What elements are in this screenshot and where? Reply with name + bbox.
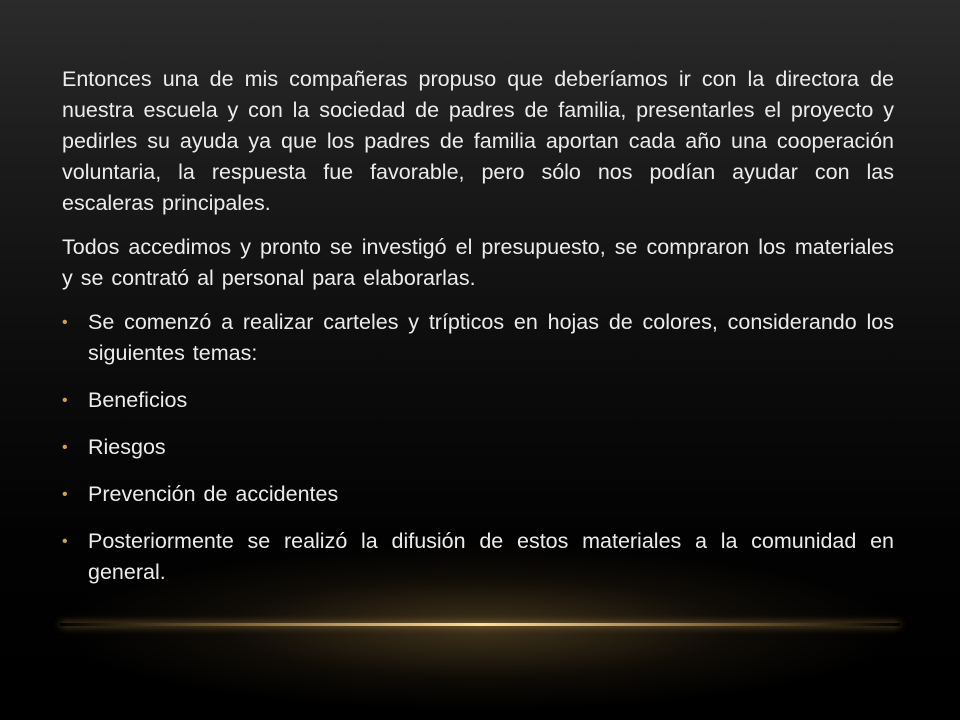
bullet-dot-icon: • [62,439,68,456]
bullet-dot-icon: • [62,314,68,331]
bullet-item-beneficios [62,385,894,416]
glow-line-decoration [60,623,900,626]
paragraph-intro: Entonces una de mis compañeras propuso que deberíamos ir con la directora de nuestra escuela y con la sociedad de padres de familia, presentarles el proyecto y pedirles su ayuda ya que los padres de familia aportan cada año una cooperación voluntaria, la respuesta fue favorable, pero sólo nos podían ayudar con las escaleras principales. [62,67,894,215]
bullet-item-riesgos [62,432,894,463]
bullet-text: Prevención de accidentes [88,482,339,506]
bullet-text: Posteriormente se realizó la difusión de estos materiales a la comunidad en general. [88,529,894,584]
slide-content [62,64,894,604]
bullet-item-prevencion [62,479,894,510]
bullet-item-difusion [62,526,894,588]
bullet-text: Riesgos [88,435,166,459]
paragraph-budget: Todos accedimos y pronto se investigó el presupuesto, se compraron los materiales y se contrató al personal para elaborarlas. [62,235,894,290]
bullet-dot-icon: • [62,392,68,409]
bullet-item-carteles [62,307,894,369]
bullet-list [62,307,894,588]
bullet-dot-icon: • [62,486,68,503]
bullet-text: Se comenzó a realizar carteles y trípticos en hojas de colores, considerando los siguientes temas: [88,310,894,365]
bullet-dot-icon: • [62,533,68,550]
bullet-text: Beneficios [88,388,188,412]
